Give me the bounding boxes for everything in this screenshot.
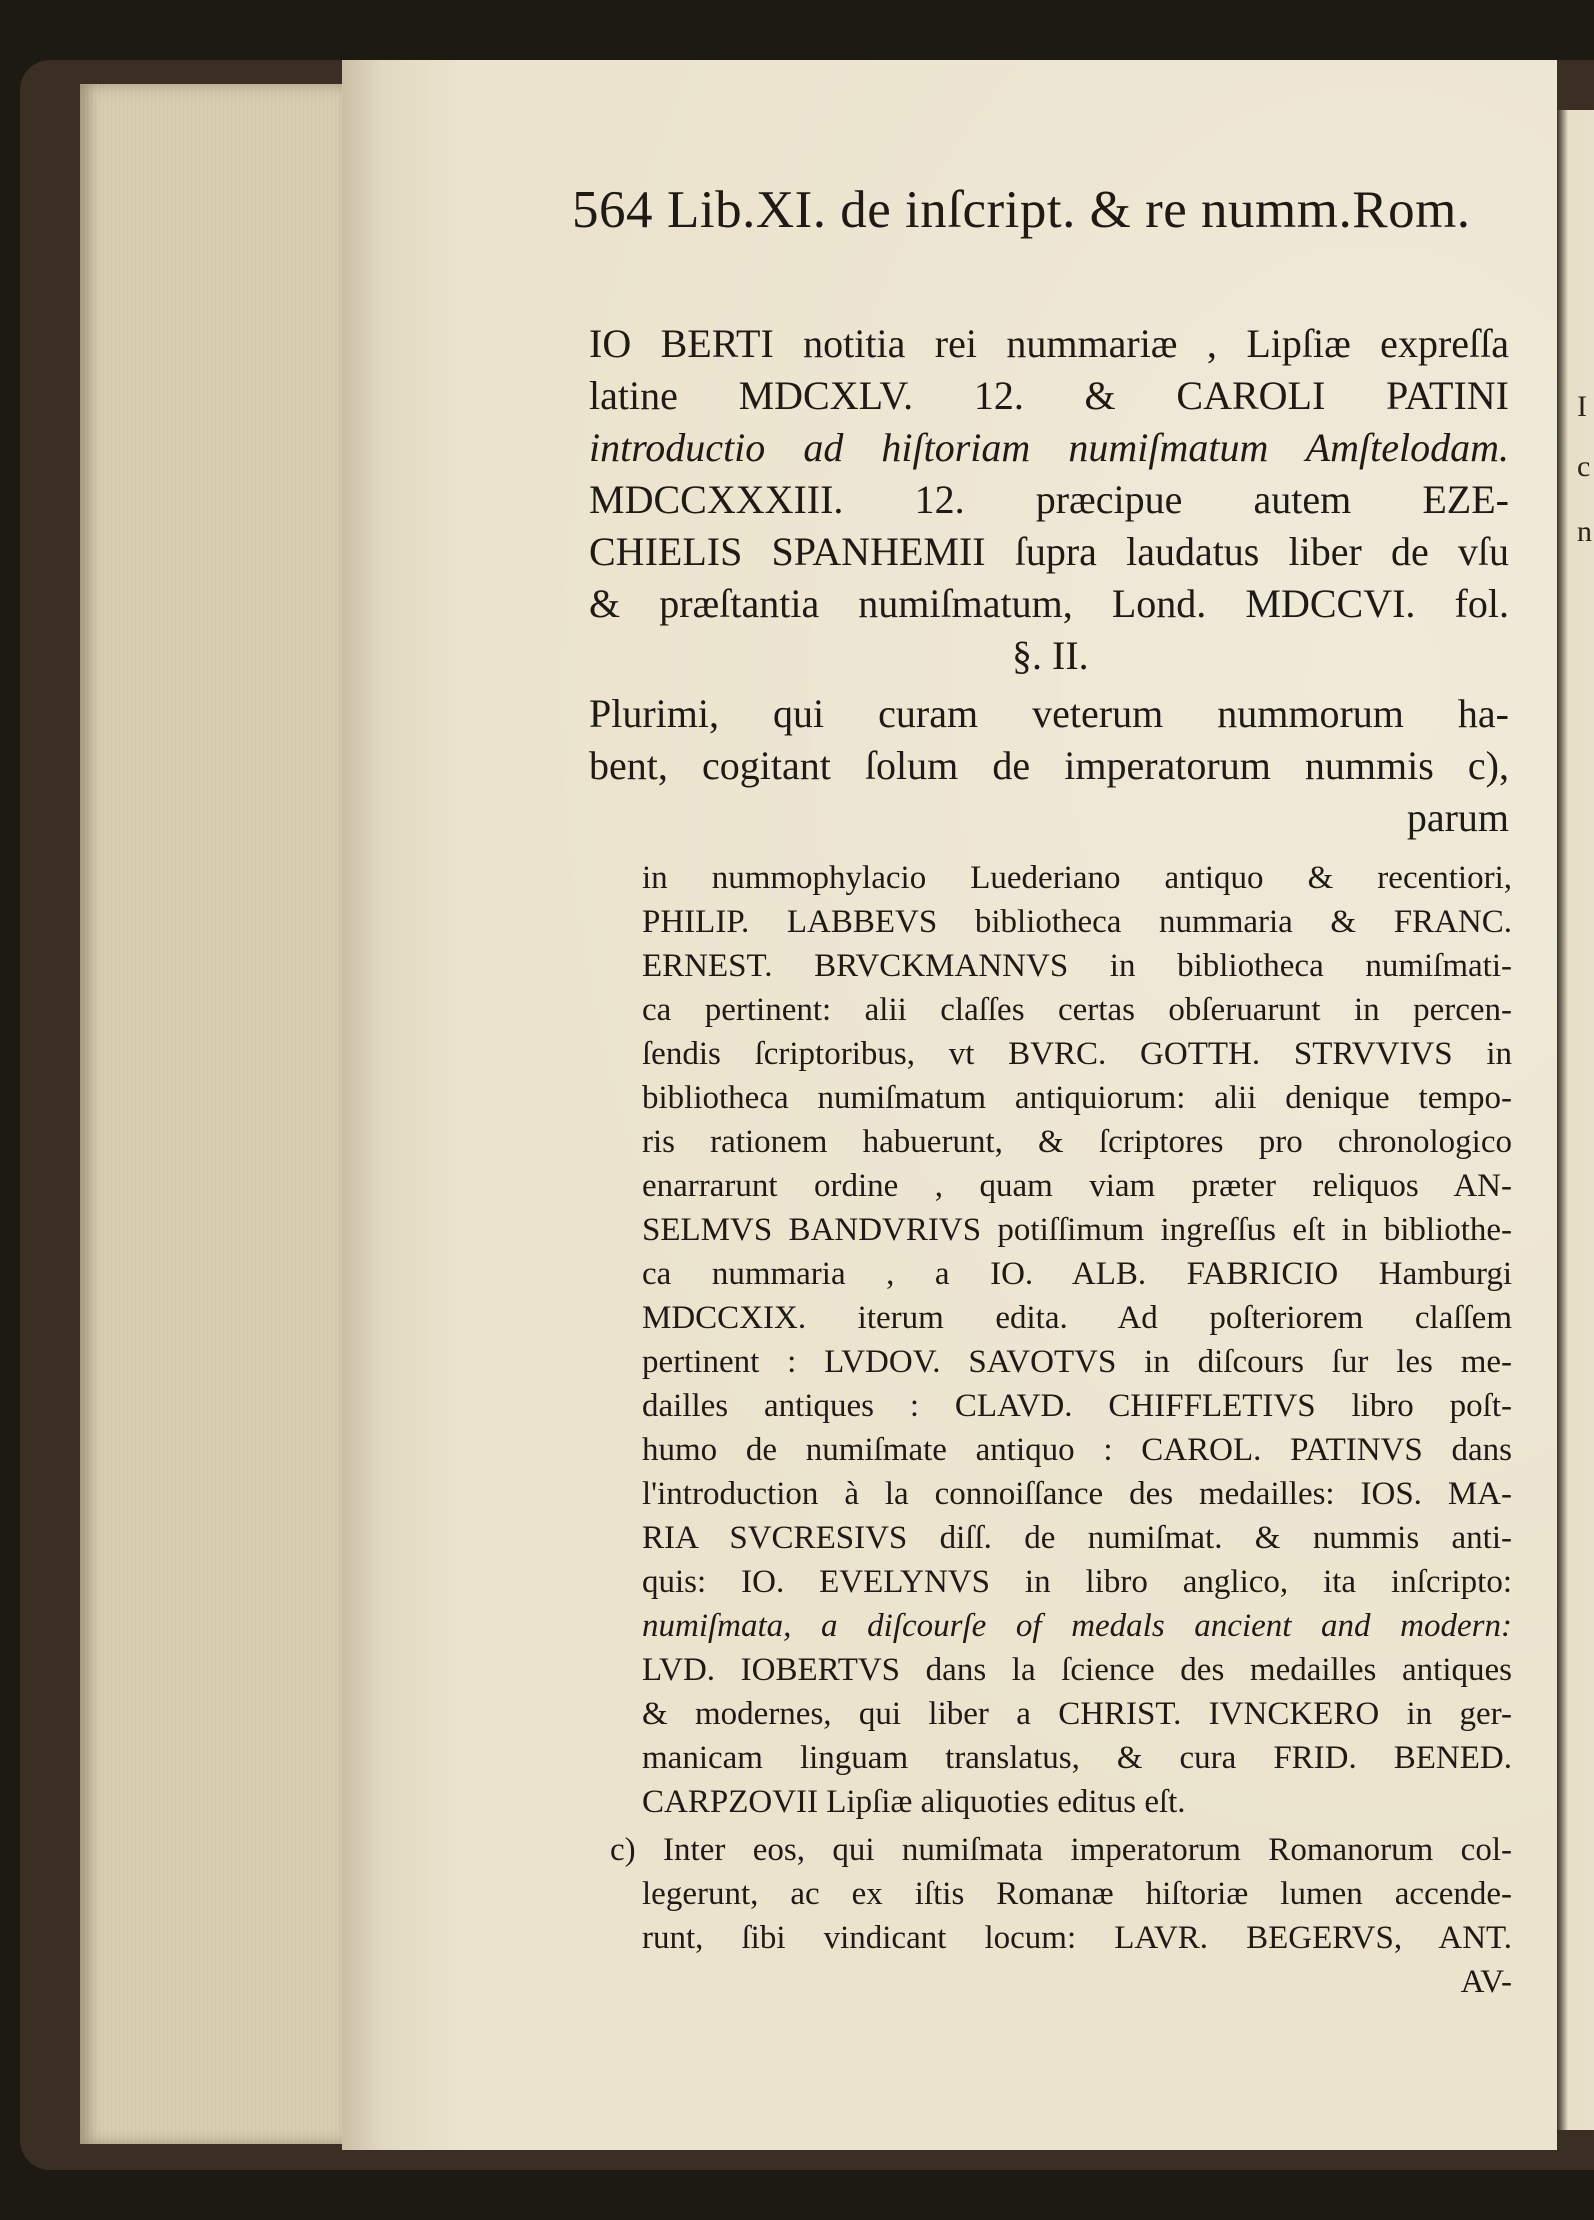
body-line: bent, cogitant ſolum de imperatorum nummis c), [589, 743, 1509, 788]
footnote-line: ca pertinent: alii claſſes certas obſeruarunt in percen- [642, 992, 1512, 1028]
footnote-c-line: c) Inter eos, qui numiſmata imperatorum Romanorum col- [610, 1832, 1512, 1868]
facing-page-letter: I [1577, 390, 1587, 423]
footnote-catchword: AV- [1460, 1964, 1512, 2000]
body-line: latine MDCXLV. 12. & CAROLI PATINI [589, 373, 1509, 418]
footnote-line: ERNEST. BRVCKMANNVS in bibliotheca numiſmati- [642, 948, 1512, 984]
body-line: Plurimi, qui curam veterum nummorum ha- [589, 691, 1509, 736]
footnote-line: ris rationem habuerunt, & ſcriptores pro chronologico [642, 1124, 1512, 1160]
footnote-line: pertinent : LVDOV. SAVOTVS in diſcours ſur les me- [642, 1344, 1512, 1380]
body-line: MDCCXXXIII. 12. præcipue autem EZE- [589, 477, 1509, 522]
footnote-c-line: runt, ſibi vindicant locum: LAVR. BEGERVS, ANT. [642, 1920, 1512, 1956]
book-page [342, 60, 1557, 2150]
footnote-line: enarrarunt ordine , quam viam præter reliquos AN- [642, 1168, 1512, 1204]
footnote-line: humo de numiſmate antiquo : CAROL. PATINVS dans [642, 1432, 1512, 1468]
footnote-line: SELMVS BANDVRIVS potiſſimum ingreſſus eſt in bibliothe- [642, 1212, 1512, 1248]
page-block-edges [80, 84, 342, 2144]
footnote-line: numiſmata, a diſcourſe of medals ancient and modern: [642, 1608, 1512, 1644]
footnote-line: bibliotheca numiſmatum antiquiorum: alii denique tempo- [642, 1080, 1512, 1116]
footnote-line: dailles antiques : CLAVD. CHIFFLETIVS libro poſt- [642, 1388, 1512, 1424]
footnote-line: LVD. IOBERTVS dans la ſcience des medailles antiques [642, 1652, 1512, 1688]
footnote-line: RIA SVCRESIVS diſſ. de numiſmat. & nummis anti- [642, 1520, 1512, 1556]
footnote-line: & modernes, qui liber a CHRIST. IVNCKERO in ger- [642, 1696, 1512, 1732]
footnote-line: l'introduction à la connoiſſance des medailles: IOS. MA- [642, 1476, 1512, 1512]
body-line: & præſtantia numiſmatum, Lond. MDCCVI. fol. [589, 581, 1509, 626]
running-head-title: Lib.XI. de inſcript. & re numm.Rom. [667, 181, 1471, 239]
body-line: introductio ad hiſtoriam numiſmatum Amſtelodam. [589, 425, 1509, 470]
catchword: parum [1406, 795, 1509, 840]
facing-page-edge [1557, 110, 1594, 2130]
footnote-line: ſendis ſcriptoribus, vt BVRC. GOTTH. STRVVIVS in [642, 1036, 1512, 1072]
running-head [572, 180, 1471, 240]
footnote-c-line: legerunt, ac ex iſtis Romanæ hiſtoriæ lumen accende- [642, 1876, 1512, 1912]
footnote-line: in nummophylacio Luederiano antiquo & recentiori, [642, 860, 1512, 896]
footnote-line: PHILIP. LABBEVS bibliotheca nummaria & FRANC. [642, 904, 1512, 940]
body-line: IO BERTI notitia rei nummariæ , Lipſiæ expreſſa [589, 321, 1509, 366]
page-number: 564 [572, 181, 653, 239]
footnote-line: CARPZOVII Lipſiæ aliquoties editus eſt. [642, 1784, 1186, 1820]
facing-page-letter: c [1577, 450, 1591, 483]
footnote-line: ca nummaria , a IO. ALB. FABRICIO Hamburgi [642, 1256, 1512, 1292]
footnote-line: manicam linguam translatus, & cura FRID. BENED. [642, 1740, 1512, 1776]
section-heading: §. II. [1012, 633, 1089, 678]
facing-page-letter: n [1577, 515, 1592, 548]
body-line: CHIELIS SPANHEMII ſupra laudatus liber de vſu [589, 529, 1509, 574]
footnote-line: MDCCXIX. iterum edita. Ad poſteriorem claſſem [642, 1300, 1512, 1336]
footnote-line: quis: IO. EVELYNVS in libro anglico, ita inſcripto: [642, 1564, 1512, 1600]
